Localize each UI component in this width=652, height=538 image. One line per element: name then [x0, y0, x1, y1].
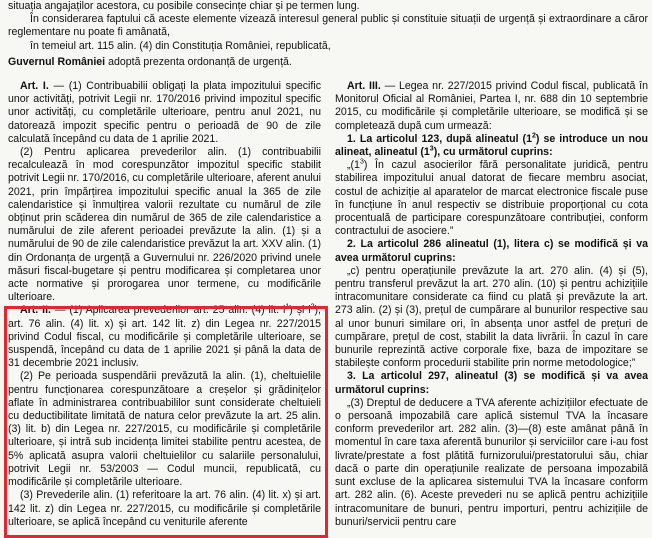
amendment-2-heading: 2. La articolul 286 alineatul (1), litera c) se modifică și va avea următorul cuprins:	[335, 238, 648, 264]
art-1-para-1: Art. I. — (1) Contribuabilii obligați la plata impozitului specific unor activități, potrivit Legii nr. 170/2016 privind impozitul specific unor activități, cu completările ulterioare, pentru anul 2021, nu datorează impozit specific pentru o perioadă de 90 de zile calculată începând cu data de 1 aprilie 2021.	[8, 80, 321, 145]
intro-block	[8, 0, 648, 69]
intro-line-1: situația angajaților acestora, cu posibile consecințe chiar și pe termen lung.	[8, 0, 360, 12]
adopts-text: adoptă prezenta ordonanță de urgență.	[105, 55, 292, 68]
government-adopts-line	[8, 56, 648, 69]
art-2-para-2: (2) Pe perioada suspendării prevăzută la alin. (1), cheltuielile pentru funcționarea corespunzătoare a creșelor și grădinițelor aflate în administrarea contribuabililor sunt considerate cheltuieli cu deductibilitate limitată de natura celor prevăzute la art. 25 alin. (3) lit. b) din Legea nr. 227/2015, cu modificările și completările ulterioare, și intră sub incidența limitei stabilite pentru acestea, de 5% aplicată asupra valorii cheltuielilor cu salariile personalului, potrivit Legii nr. 53/2003 — Codul muncii, republicată, cu modificările și completările ulterioare.	[8, 370, 321, 489]
art-2-para-3: (3) Prevederile alin. (1) referitoare la art. 76 alin. (4) lit. x) și art. 142 lit. z) din Legea nr. 227/2015, cu modificările și completările ulterioare, se aplică începând cu veniturile aferente	[8, 489, 321, 528]
amendment-1-text: $„(1^3)$ În cazul asocierilor fără personalitate juridică, pentru stabilirea impozitului anual datorat de fiecare membru asociat, costul de achiziție al aparatelor de marcat electronice fiscale puse în funcțiune în anul respectiv se distribuie proporțional cu cota procentuală de participare corespunzătoare contribuției, conform contractului de asociere.”	[335, 158, 648, 238]
left-column	[8, 80, 321, 533]
government-label: Guvernul României	[8, 55, 106, 68]
two-column-body	[8, 80, 648, 533]
intro-line-3: în temeiul art. 115 alin. (4) din Constituția României, republicată,	[30, 39, 331, 52]
art-1-para-2: (2) Pentru aplicarea prevederilor alin. (1) contribuabilii recalculează în mod corespunzător impozitul specific stabilit potrivit Legii nr. 170/2016, cu completările ulterioare, aferent anului 2021, prin împărțirea impozitului specific anual la 365 de zile calendaristice și înmulțirea valorii rezultate cu numărul de zile obținut prin scăderea din numărul de 365 de zile calendaristice a numărului de zile aferent perioadei prevăzute la alin. (1) și a numărului de 90 de zile calendaristice prevăzut la art. XXV alin. (1) din Ordonanța de urgență a Guvernului nr. 226/2020 privind unele măsuri fiscal-bugetare și pentru modificarea și completarea unor acte normative și prorogarea unor termene, cu modificările ulterioare.	[8, 146, 321, 304]
art-3-label: Art. III.	[347, 80, 381, 92]
amendment-2-text: „c) pentru operațiunile prevăzute la art. 270 alin. (4) și (5), pentru transferul prevăzut la art. 270 alin. (10) și pentru achizițiile intracomunitare considerate ca fiind cu plată și prevăzute la art. 273 alin. (2) și (3), prețul de cumpărare al bunurilor respective sau al unor bunuri similare ori, în absența unor astfel de prețuri de cumpărare, prețul de cost, stabilit la data livrării. În cazul în care bunurile reprezintă active corporale fixe, baza de impozitare se stabilește conform procedurii stabilite prin norme metodologice;”	[335, 264, 648, 370]
amendment-1-heading: 1. La articolul 123, după alineatul $(1^2)$ se introduce un nou alineat, alineatul $(1^3)$, cu următorul cuprins:	[335, 132, 648, 159]
art-1-label: Art. I.	[20, 80, 49, 92]
art-3-intro: Art. III. — Legea nr. 227/2015 privind Codul fiscal, publicată în Monitorul Oficial al României, Partea I, nr. 688 din 10 septembrie 2015, cu modificările și completările ulterioare, se modifică și se completează după cum urmează:	[335, 80, 648, 132]
amendment-3-text: „(3) Dreptul de deducere a TVA aferente achizițiilor efectuate de o persoană impozabilă care aplică sistemul TVA la încasare conform prevederilor art. 282 alin. (3)—(8) este amânat până în momentul în care taxa aferentă bunurilor și serviciilor care i-au fost livrate/prestate a fost plătită furnizorului/prestatorului său, chiar dacă o parte din operațiunile realizate de persoana impozabilă sunt excluse de la aplicarea sistemului TVA la încasare conform art. 282 alin. (6). Aceste prevederi nu se aplică pentru achizițiile intracomunitare de bunuri, pentru importuri, pentru achizițiile de bunuri/servicii pentru care	[335, 396, 648, 528]
art-2-para-1: Art. II. — (1) Aplicarea prevederilor art. 25 alin. (4) lit. $i^1$) și $i^2$), art. 76 alin. (4) lit. x) și art. 142 lit. z) din Legea nr. 227/2015 privind Codul fiscal, cu modificările și completările ulterioare, se suspendă, începând cu data de 1 aprilie 2021 și până la data de 31 decembrie 2021 inclusiv.	[8, 303, 321, 370]
intro-line-2: În considerarea faptului că aceste elemente vizează interesul general public și constituie situații de urgență și extraordinare a căror reglementare nu poate fi amânată,	[8, 13, 648, 39]
right-column	[335, 80, 648, 533]
art-2-label: Art. II.	[20, 304, 51, 317]
amendment-3-heading: 3. La articolul 297, alineatul (3) se modifică și va avea următorul cuprins:	[335, 370, 648, 396]
